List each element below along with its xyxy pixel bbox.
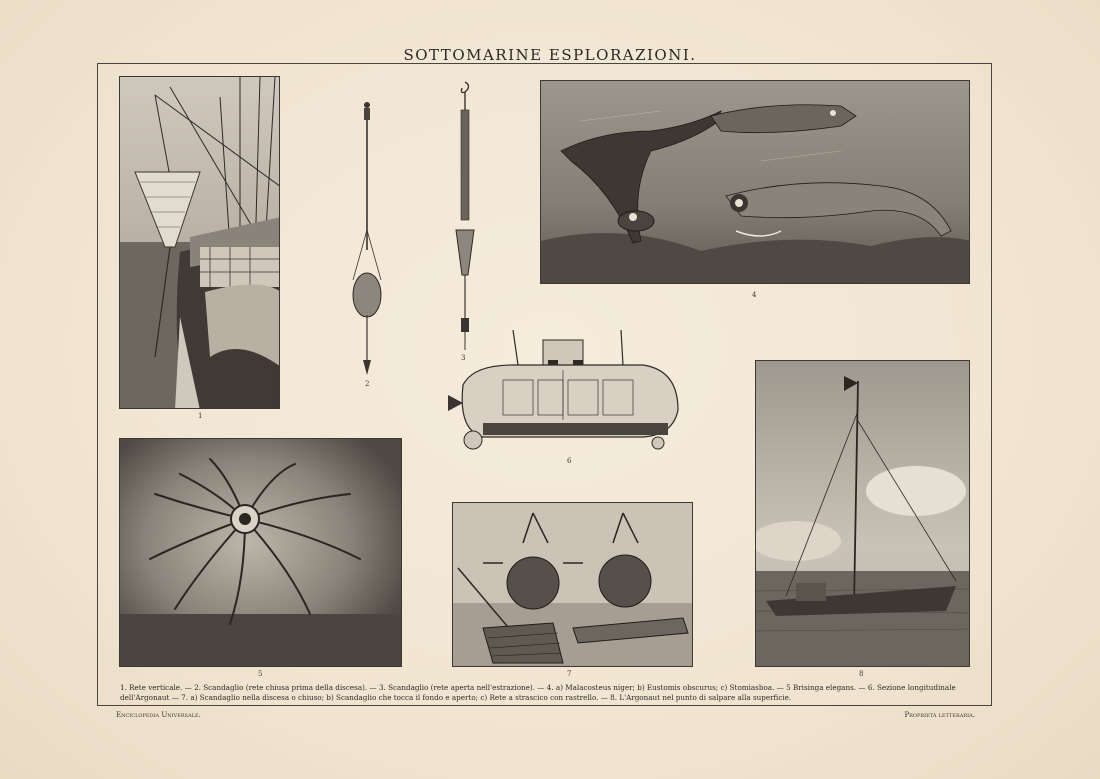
page-title: SOTTOMARINE ESPLORAZIONI. bbox=[403, 46, 697, 64]
figure-3-number: 3 bbox=[461, 354, 466, 362]
footer-copyright: Proprietà letteraria. bbox=[904, 711, 975, 719]
figure-5-number: 5 bbox=[258, 670, 263, 678]
figure-6-number: 6 bbox=[567, 457, 572, 465]
footer-publisher: Enciclopedia Universale. bbox=[116, 711, 201, 719]
figure-2-illustration bbox=[345, 100, 390, 380]
figure-6-illustration bbox=[443, 325, 688, 455]
figure-3-illustration bbox=[450, 80, 480, 360]
figure-7-illustration bbox=[452, 502, 693, 667]
figure-5-illustration bbox=[119, 438, 402, 667]
figure-8-number: 8 bbox=[859, 670, 864, 678]
plate-caption bbox=[120, 683, 980, 703]
figure-8-illustration bbox=[755, 360, 970, 667]
caption-line-1: 1. Rete verticale. — 2. Scandaglio (rete chiusa prima della discesa). — 3. Scandaglio (rete aperta nell'estrazione). — 4. a) Malacosteus niger; b) Eustomis obscurus; c) Stomiasboa. — 5 Brisinga elegans. — 6. Sezione longitudinale bbox=[120, 683, 956, 692]
figure-1-illustration bbox=[119, 76, 280, 409]
figure-2-number: 2 bbox=[365, 380, 370, 388]
figure-1-number: 1 bbox=[198, 412, 203, 420]
figure-4-number: 4 bbox=[752, 291, 757, 299]
figure-7-number: 7 bbox=[567, 670, 572, 678]
figure-4-illustration bbox=[540, 80, 970, 284]
caption-line-2: dell'Argonaut — 7. a) Scandaglio nella discesa o chiuso; b) Scandaglio che tocca il fondo e aperto; c) Rete a strascico con rastrello. — 8. L'Argonaut nel punto di salpare alla superficie. bbox=[120, 693, 792, 702]
